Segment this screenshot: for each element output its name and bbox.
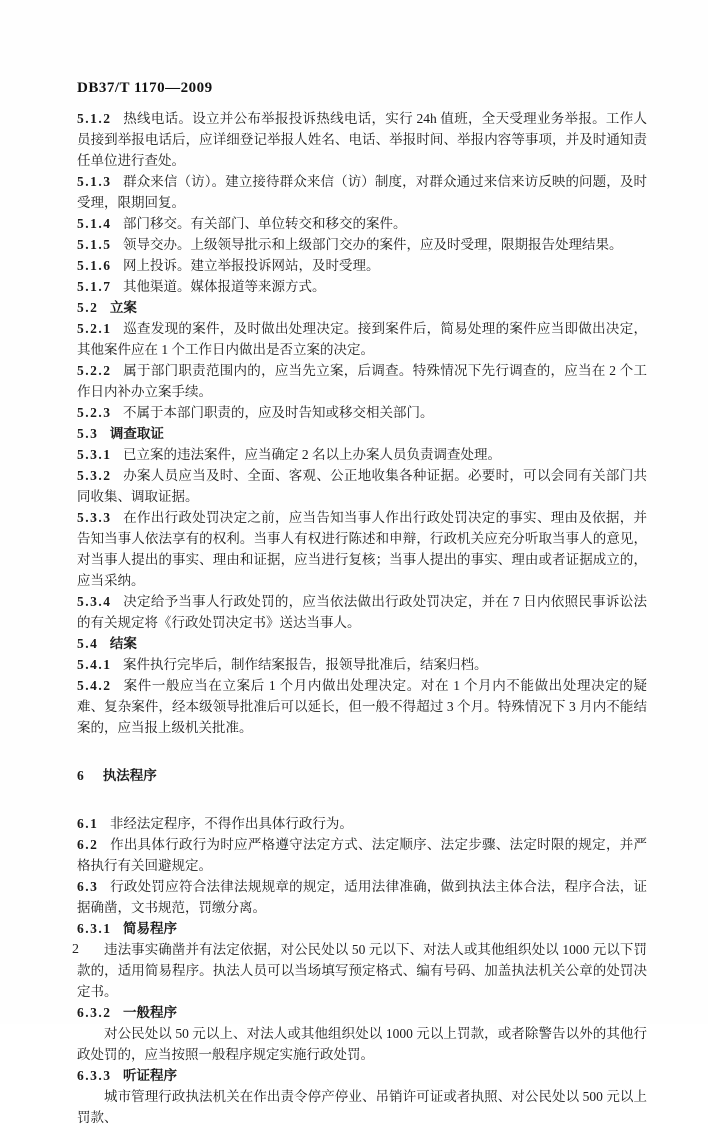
document-content [77, 80, 647, 1128]
clause-text: 巡查发现的案件，及时做出处理决定。接到案件后，简易处理的案件应当即做出决定，其他案件应在 1 个工作日内做出是否立案的决定。 [77, 321, 647, 357]
clause-text: 网上投诉。建立举报投诉网站，及时受理。 [122, 258, 380, 273]
paragraph [77, 276, 647, 297]
paragraph [77, 507, 647, 591]
paragraph [77, 675, 647, 738]
clause-text: 一般程序 [122, 1005, 177, 1020]
clause-number: 6.2 [77, 837, 99, 852]
clause-text: 群众来信（访）。建立接待群众来信（访）制度，对群众通过来信来访反映的问题，及时受理，限期回复。 [77, 174, 647, 210]
paragraph [77, 813, 647, 834]
clause-number: 5.4 [77, 636, 99, 651]
clause-text: 对公民处以 50 元以上、对法人或其他组织处以 1000 元以上罚款，或者除警告以外的其他行政处罚的，应当按照一般程序规定实施行政处罚。 [77, 1026, 647, 1062]
paragraph [77, 834, 647, 876]
clause-text: 属于部门职责范围内的，应当先立案，后调查。特殊情况下先行调查的，应当在 2 个工作日内补办立案手续。 [77, 363, 647, 399]
standard-number-header: DB37/T 1170—2009 [77, 80, 213, 96]
clause-text: 作出具体行政行为时应严格遵守法定方式、法定顺序、法定步骤、法定时限的规定，并严格执行有关回避规定。 [77, 837, 647, 873]
clause-number: 5.3.1 [77, 447, 112, 462]
clause-number: 5.4.2 [77, 678, 112, 693]
section-heading [77, 633, 647, 654]
clause-text: 听证程序 [122, 1068, 177, 1083]
clause-text: 简易程序 [122, 921, 177, 936]
section-heading [77, 423, 647, 444]
clause-number: 5.3.4 [77, 594, 112, 609]
clause-number: 5.1.5 [77, 237, 112, 252]
clause-text: 执法程序 [102, 768, 157, 783]
clause-number: 5.3.3 [77, 510, 112, 525]
clause-text: 部门移交。有关部门、单位转交和移交的案件。 [122, 216, 407, 231]
section-heading [77, 1065, 647, 1086]
clause-number: 5.1.3 [77, 174, 112, 189]
paragraph [77, 234, 647, 255]
clause-number: 6.3 [77, 879, 99, 894]
paragraph [77, 213, 647, 234]
clause-number: 5.2 [77, 300, 99, 315]
clause-text: 其他渠道。媒体报道等来源方式。 [122, 279, 326, 294]
paragraph [77, 465, 647, 507]
clause-text: 结案 [109, 636, 137, 651]
clause-number: 5.3 [77, 426, 99, 441]
clause-text: 领导交办。上级领导批示和上级部门交办的案件，应及时受理，限期报告处理结果。 [122, 237, 623, 252]
clause-number: 5.2.1 [77, 321, 112, 336]
clause-text: 非经法定程序，不得作出具体行政行为。 [109, 816, 353, 831]
clause-text: 决定给予当事人行政处罚的，应当依法做出行政处罚决定，并在 7 日内依照民事诉讼法的有关规定将《行政处罚决定书》送达当事人。 [77, 594, 647, 630]
page-number: 2 [72, 942, 79, 957]
paragraph [77, 1086, 647, 1128]
paragraph [77, 1023, 647, 1065]
clause-text: 违法事实确凿并有法定依据，对公民处以 50 元以下、对法人或其他组织处以 1000 元以下罚款的，适用简易程序。执法人员可以当场填写预定格式、编有号码、加盖执法机关公章的处罚决定书。 [77, 942, 647, 999]
paragraph [77, 444, 647, 465]
clause-number: 5.1.6 [77, 258, 112, 273]
clause-text: 调查取证 [109, 426, 164, 441]
clause-number: 5.1.4 [77, 216, 112, 231]
paragraph [77, 402, 647, 423]
paragraph [77, 591, 647, 633]
paragraph [77, 318, 647, 360]
paragraph [77, 876, 647, 918]
paragraph [77, 255, 647, 276]
clause-text: 城市管理行政执法机关在作出责令停产停业、吊销许可证或者执照、对公民处以 500 元以上罚款、 [77, 1089, 647, 1125]
clause-text: 不属于本部门职责的，应及时告知或移交相关部门。 [122, 405, 434, 420]
paragraph [77, 939, 647, 1002]
paragraph [77, 108, 647, 171]
clause-number: 5.3.2 [77, 468, 112, 483]
clause-number: 5.1.7 [77, 279, 112, 294]
paragraph [77, 171, 647, 213]
clause-text: 在作出行政处罚决定之前，应当告知当事人作出行政处罚决定的事实、理由及依据，并告知当事人依法享有的权利。当事人有权进行陈述和申辩，行政机关应充分听取当事人的意见，对当事人提出的事实、理由和证据，应当进行复核；当事人提出的事实、理由或者证据成立的，应当采纳。 [77, 510, 647, 588]
clause-text: 热线电话。设立并公布举报投诉热线电话，实行 24h 值班，全天受理业务举报。工作人员接到举报电话后，应详细登记举报人姓名、电话、举报时间、举报内容等事项，并及时通知责任单位进行查处。 [77, 111, 647, 168]
clause-number: 6.3.3 [77, 1068, 112, 1083]
section-heading [77, 1002, 647, 1023]
clause-number: 5.2.2 [77, 363, 112, 378]
clause-number: 6.1 [77, 816, 99, 831]
section-heading [77, 918, 647, 939]
clause-text: 立案 [109, 300, 137, 315]
clause-text: 行政处罚应符合法律法规规章的规定，适用法律准确，做到执法主体合法，程序合法，证据确凿，文书规范，罚缴分离。 [77, 879, 647, 915]
clause-number: 6 [77, 768, 86, 783]
clause-number: 6.3.2 [77, 1005, 112, 1020]
clause-number: 5.1.2 [77, 111, 112, 126]
clause-number: 5.4.1 [77, 657, 112, 672]
clause-text: 案件一般应当在立案后 1 个月内做出处理决定。对在 1 个月内不能做出处理决定的疑难、复杂案件，经本级领导批准后可以延长，但一般不得超过 3 个月。特殊情况下 3 月内不能结案的，应当报上级机关批准。 [77, 678, 647, 735]
section-heading [77, 297, 647, 318]
document-body [77, 108, 647, 1128]
clause-text: 办案人员应当及时、全面、客观、公正地收集各种证据。必要时，可以会同有关部门共同收集、调取证据。 [77, 468, 647, 504]
clause-number: 5.2.3 [77, 405, 112, 420]
clause-text: 已立案的违法案件，应当确定 2 名以上办案人员负责调查处理。 [122, 447, 501, 462]
paragraph [77, 654, 647, 675]
clause-text: 案件执行完毕后，制作结案报告，报领导批准后，结案归档。 [122, 657, 488, 672]
clause-number: 6.3.1 [77, 921, 112, 936]
section-heading [77, 765, 647, 786]
paragraph [77, 360, 647, 402]
